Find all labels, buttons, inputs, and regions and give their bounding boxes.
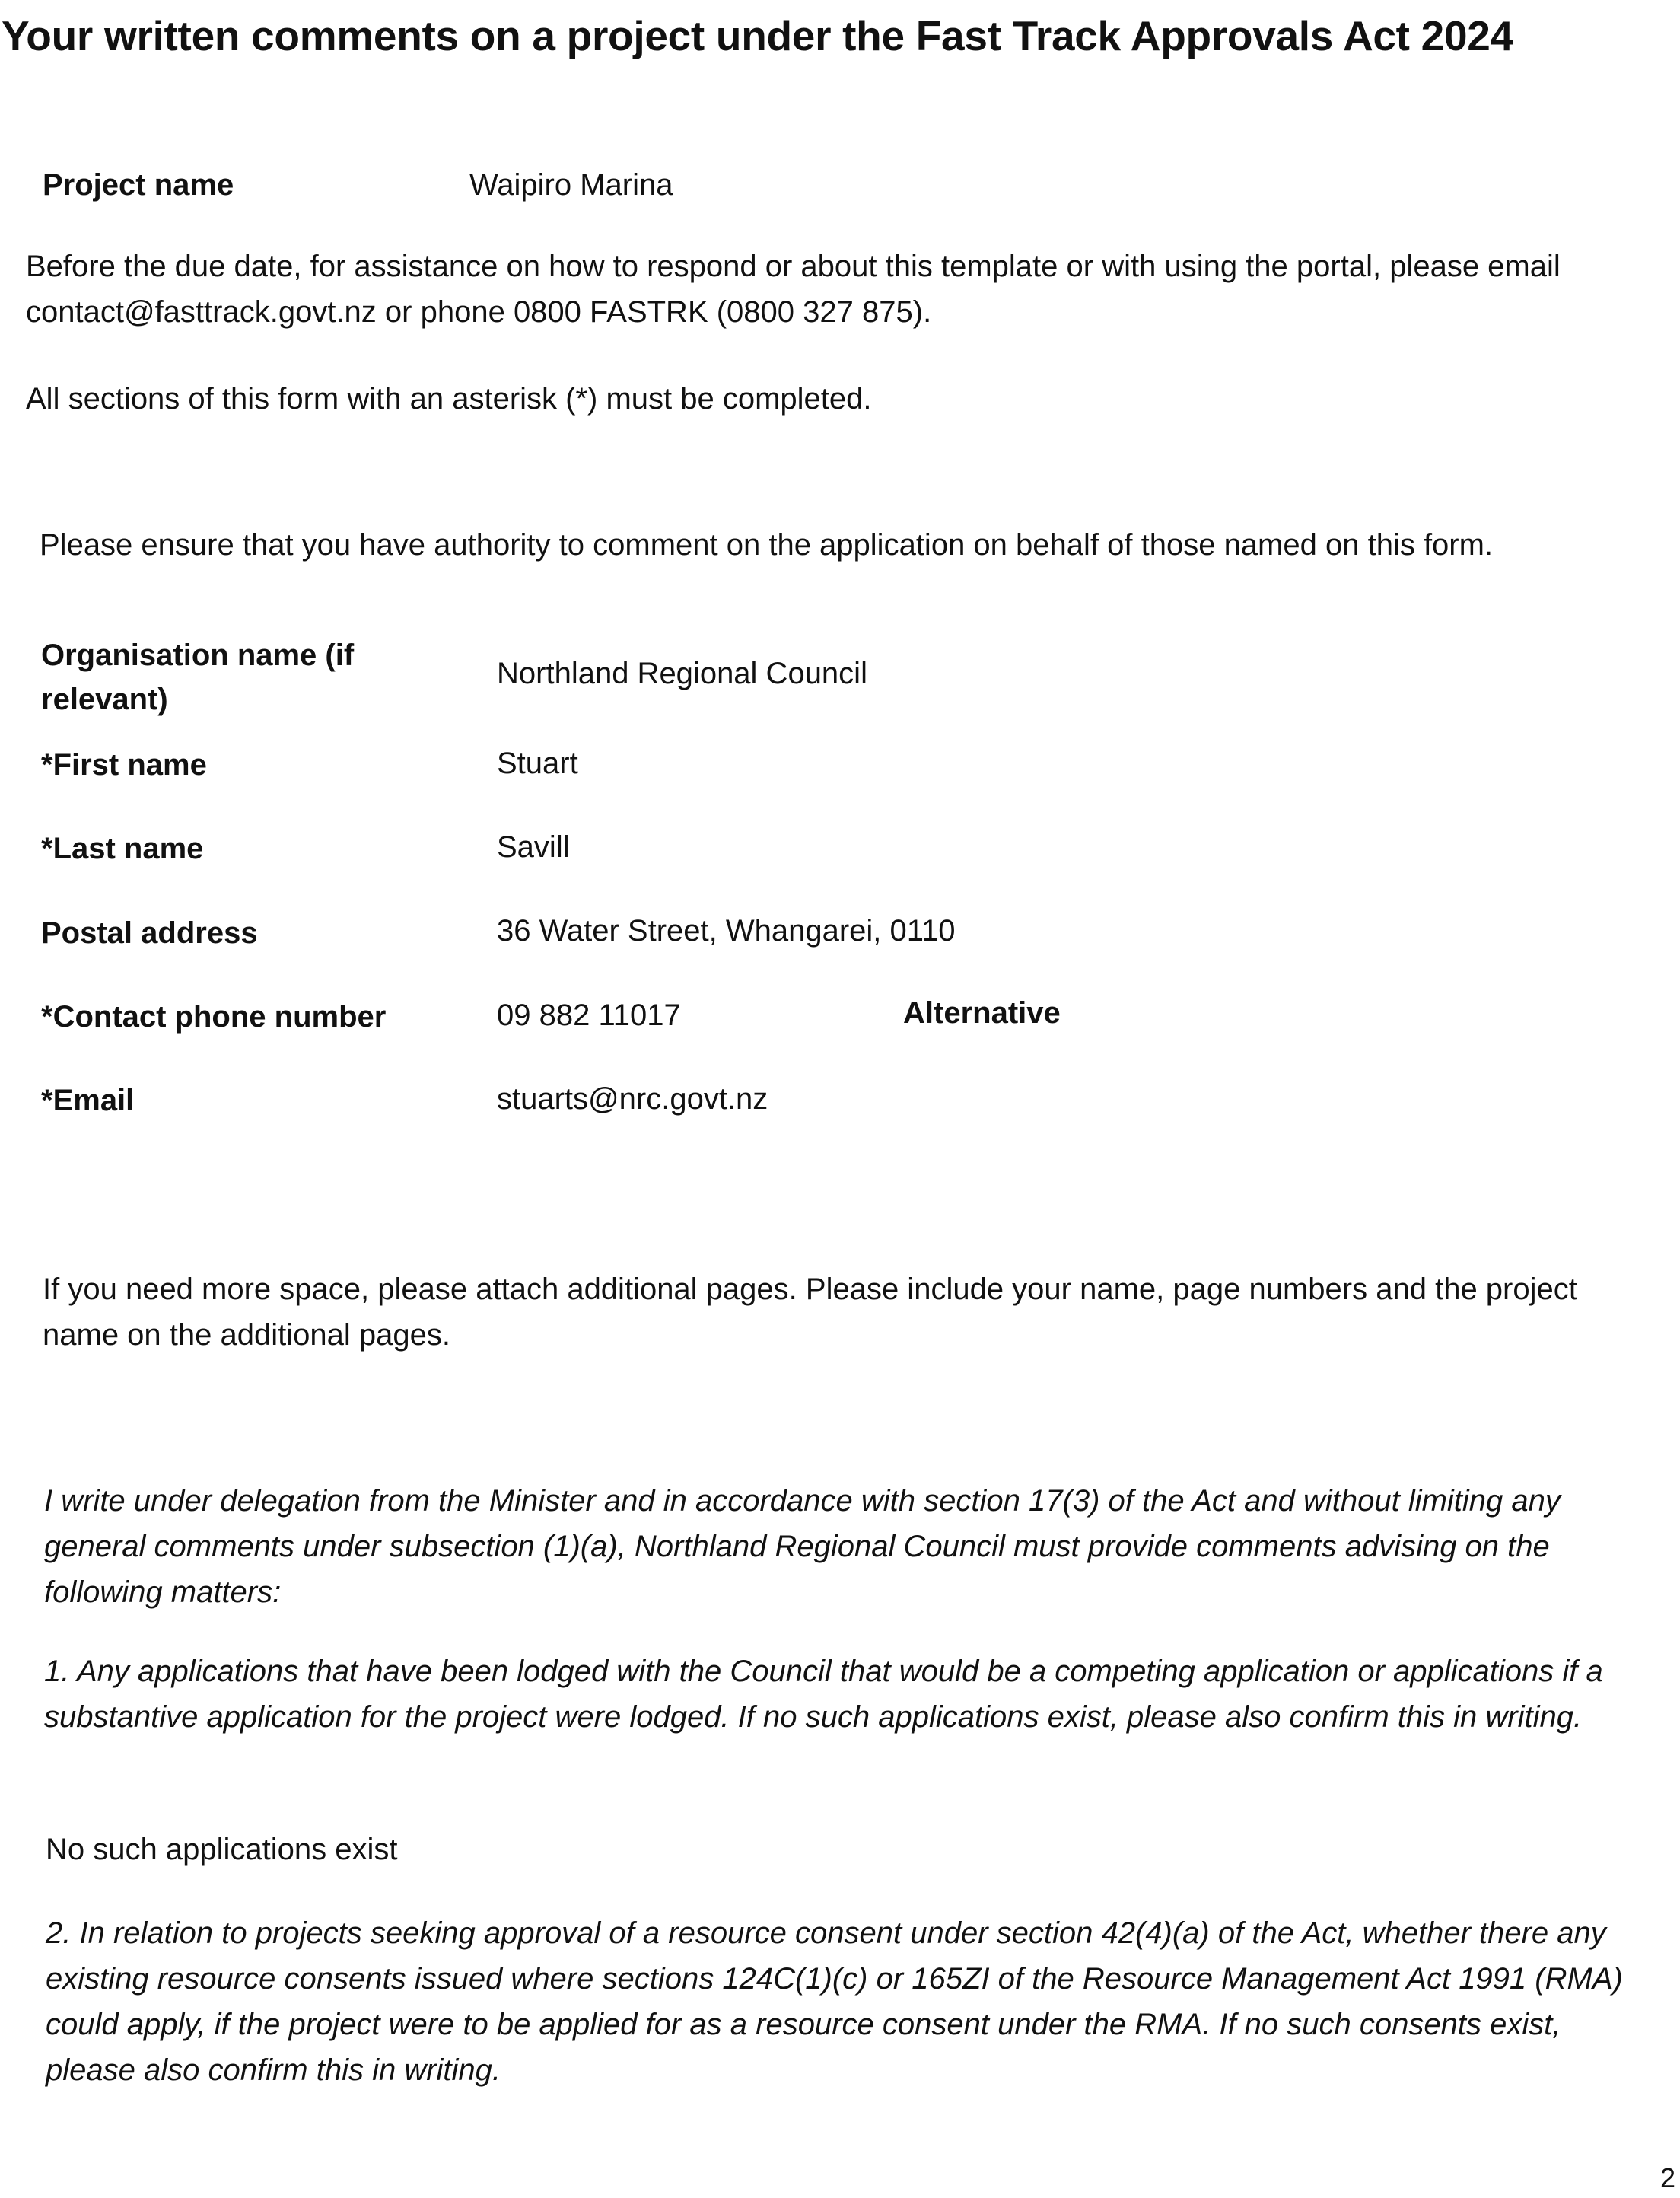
question-2: 2. In relation to projects seeking approval of a resource consent under section 42(4)(a) of the Act, whether there any existing resource consents issued where sections 124C(1)(c) or 165ZI of the Resource Management Act 1991 (RMA) could apply, if the project were to be applied for as a resource consent under the RMA. If no such consents exist, please also confirm this in writing. bbox=[46, 1916, 1623, 2087]
contact-phone-value: 09 882 11017 bbox=[497, 999, 681, 1032]
contact-phone-label: *Contact phone number bbox=[41, 1000, 387, 1034]
email-value: stuarts@nrc.govt.nz bbox=[497, 1082, 768, 1116]
first-name-label: *First name bbox=[41, 748, 207, 782]
postal-address-label: Postal address bbox=[41, 916, 258, 950]
page-number: 2 bbox=[1659, 2162, 1675, 2193]
answer-1: No such applications exist bbox=[46, 1833, 398, 1866]
question-1: 1. Any applications that have been lodged with the Council that would be a competing application or applications if a substantive application for the project were lodged. If no such applications exist, please also confirm this in writing. bbox=[44, 1655, 1603, 1734]
last-name-value: Savill bbox=[497, 830, 570, 864]
delegation-text: I write under delegation from the Minister and in accordance with section 17(3) of the Act and without limiting any general comments under subsection (1)(a), Northland Regional Council must provide comments advising on the following matters: bbox=[44, 1484, 1561, 1609]
asterisk-note: All sections of this form with an asterisk (*) must be completed. bbox=[26, 382, 872, 416]
email-label: *Email bbox=[41, 1084, 135, 1117]
project-name-value: Waipiro Marina bbox=[469, 168, 673, 202]
assistance-text: Before the due date, for assistance on how to respond or about this template or with using the portal, please email contact@fasttrack.govt.nz or phone 0800 FASTRK (0800 327 875). bbox=[26, 250, 1561, 329]
organisation-value: Northland Regional Council bbox=[497, 657, 867, 690]
more-space-note: If you need more space, please attach additional pages. Please include your name, page numbers and the project name on the additional pages. bbox=[43, 1273, 1577, 1352]
organisation-label: Organisation name (if relevant) bbox=[41, 639, 355, 716]
first-name-value: Stuart bbox=[497, 747, 578, 780]
postal-address-value: 36 Water Street, Whangarei, 0110 bbox=[497, 914, 956, 948]
page-title: Your written comments on a project under the Fast Track Approvals Act 2024 bbox=[2, 12, 1513, 59]
authority-note: Please ensure that you have authority to comment on the application on behalf of those named on this form. bbox=[40, 528, 1494, 562]
project-name-label: Project name bbox=[43, 168, 234, 202]
last-name-label: *Last name bbox=[41, 832, 204, 865]
alternative-phone-label: Alternative bbox=[903, 996, 1061, 1030]
